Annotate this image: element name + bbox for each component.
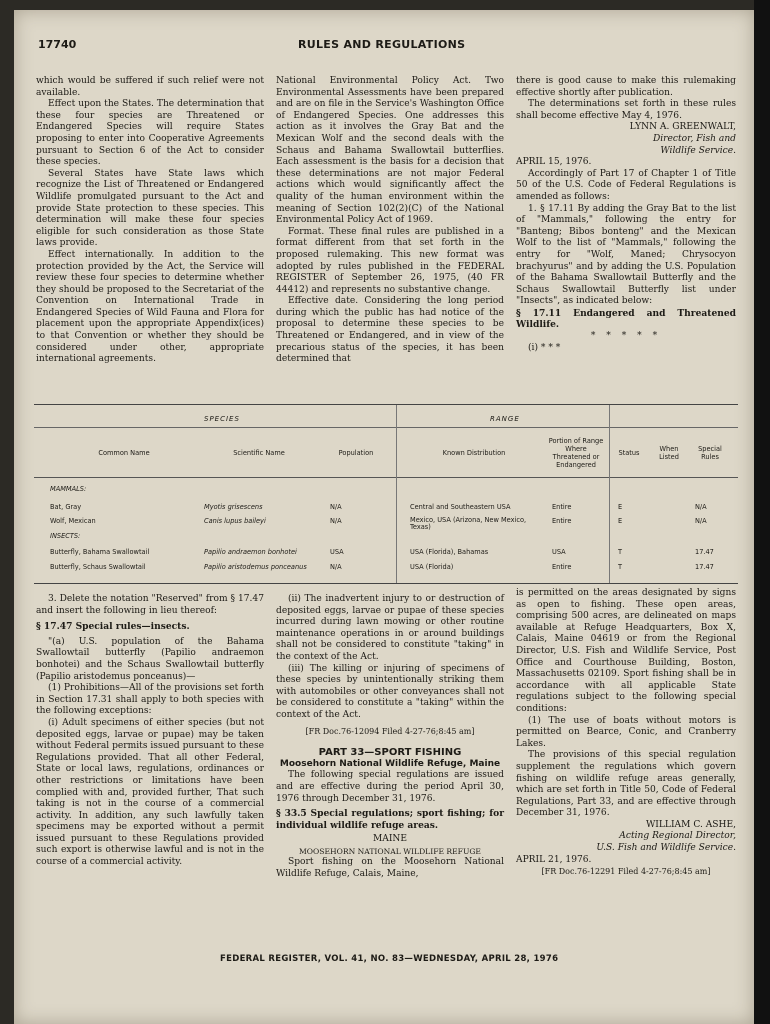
table-cell: Wolf, Mexican: [50, 517, 96, 525]
fr-doc-note: [FR Doc.76-12291 Filed 4-27-76;8:45 am]: [541, 867, 711, 877]
table-cell: T: [618, 548, 623, 556]
paragraph: (i) * * *: [528, 342, 561, 353]
signature-name: WILLIAM C. ASHE,: [645, 819, 736, 830]
table-cell: USA (Florida), Bahamas: [410, 548, 489, 556]
table-cell: Myotis grisescens: [204, 503, 263, 511]
paragraph: (iii) The killing or injuring of specimens of these species by unintentionally striking them with automobiles or other conveyances shall not be considered to constitute a "taking" within the context of the Act.: [276, 663, 504, 720]
table-cell: T: [618, 563, 623, 571]
divider: [609, 405, 610, 583]
paragraph: The following special regulations are issued and are effective during the period April 30, 1976 through December 31, 1976.: [276, 770, 504, 804]
category-label: MAMMALS:: [50, 485, 87, 493]
column-header: Scientific Name: [233, 449, 285, 457]
refuge-heading: Moosehorn National Wildlife Refuge, Maine: [279, 758, 501, 769]
signature-title: Wildlife Service.: [660, 145, 736, 156]
page-title: RULES AND REGULATIONS: [298, 38, 466, 51]
column-header: Known Distribution: [442, 449, 506, 457]
table-cell: USA: [552, 548, 566, 556]
paragraph: Effect upon the States. The determination that these four species are Threatened or Endangered Species will require States proposing to enter into Cooperative Agreements pursuant to Section 6 of the Act to consider these species.: [36, 99, 264, 168]
table-cell: USA: [330, 548, 344, 556]
part-heading: PART 33—SPORT FISHING: [318, 747, 462, 759]
divider: [34, 427, 738, 428]
paragraph: 1. § 17.11 By adding the Gray Bat to the list of "Mammals," following the entry for "Banteng; Bibos bonteng" and the Mexican Wolf to the list of "Mammals," following the entry for "Wolf, Maned; Chrysocyon brachyurus" and by adding the U.S. Population of the Bahama Swallowtail Butterfly and the Schaus Swallowtail Butterfly list under "Insects", as indicated below:: [516, 203, 736, 307]
table-cell: Papilio aristodemus ponceanus: [204, 563, 307, 571]
column-header: Portion of Range Where Threatened or Endangered: [548, 437, 604, 469]
table-cell: Papilio andraemon bonhotei: [204, 548, 297, 556]
paragraph: Accordingly of Part 17 of Chapter 1 of Title 50 of the U.S. Code of Federal Regulations is amended as follows:: [516, 168, 736, 202]
range-group-header: RANGE: [490, 415, 520, 423]
column-3-top: [516, 76, 736, 354]
table-cell: Entire: [552, 517, 572, 525]
scan-edge: [754, 0, 770, 1024]
table-cell: Canis lupus baileyi: [204, 517, 266, 525]
page-number: 17740: [38, 38, 77, 51]
table-cell: 17.47: [695, 548, 714, 556]
section-heading: § 17.47 Special rules—insects.: [36, 621, 190, 633]
column-2-top: [276, 76, 504, 366]
species-table: [34, 404, 738, 584]
paragraph: "(a) U.S. population of the Bahama Swallowtail butterfly (Papilio andraemon bonhotei) and the Schaus Swallowtail butterfly (Papilio aristodemus ponceanus)—: [36, 636, 264, 682]
column-header: When Listed: [659, 445, 679, 461]
table-cell: Entire: [552, 503, 572, 511]
date-line: APRIL 21, 1976.: [516, 854, 592, 865]
divider: [396, 405, 397, 583]
paragraph: Effect internationally. In addition to the protection provided by the Act, the Service will review these four species to determine whether they should be proposed to the Secretariat of the Convention on International Trade in Endangered Species of Wild Fauna and Flora for placement upon the appropriate Appendix(ices) to that Convention or whether they should be considered under other, appropriate international agreements.: [36, 249, 264, 365]
table-cell: N/A: [330, 517, 342, 525]
table-cell: USA (Florida): [410, 563, 454, 571]
column-1-bottom: [36, 594, 264, 869]
species-group-header: SPECIES: [204, 415, 240, 423]
signature-title: U.S. Fish and Wildlife Service.: [596, 843, 736, 854]
paragraph: is permitted on the areas designated by signs as open to fishing. These open areas, comprising 500 acres, are delineated on maps available at Refuge Headquarters, Box X, Calais, Maine 04619 or from the Regional Director, U.S. Fish and Wildlife Service, Post Office and Courthouse Building, Boston, Massachusetts 02109. Sport fishing shall be in accordance with all applicable State regulations subject to the following special conditions:: [516, 588, 736, 714]
table-cell: 17.47: [695, 563, 714, 571]
table-cell: E: [618, 503, 623, 511]
paragraph: Sport fishing on the Moosehorn National Wildlife Refuge, Calais, Maine,: [276, 857, 504, 880]
table-cell: N/A: [330, 563, 342, 571]
column-header: Population: [338, 449, 374, 457]
section-heading: § 17.11 Endangered and Threatened Wildlife.: [516, 307, 736, 331]
category-label: INSECTS:: [50, 532, 81, 540]
state-heading: MAINE: [372, 834, 408, 845]
paragraph: Several States have State laws which recognize the List of Threatened or Endangered Wildlife promulgated pursuant to the Act and provide State protection to these species. This determination will make these four species eligible for such consideration as those State laws provide.: [36, 168, 264, 249]
fr-doc-note: [FR Doc.76-12094 Filed 4-27-76;8:45 am]: [305, 726, 475, 736]
table-cell: N/A: [330, 503, 342, 511]
page-footer: FEDERAL REGISTER, VOL. 41, NO. 83—WEDNESDAY, APRIL 28, 1976: [220, 954, 559, 964]
paragraph: (i) Adult specimens of either species (but not deposited eggs, larvae or pupae) may be taken without Federal permits issued pursuant to these Regulations provided. That all other Federal, State or local laws, regulations, ordinances or other restrictions or limitations have been complied with and, provided further, That such taking is not in the course of a commercial activity. In addition, any such lawfully taken specimens may be exported without a permit issued pursuant to these Regulations provided such export is otherwise lawful and is not in the course of a commercial activity.: [36, 717, 264, 868]
column-2-bottom: [276, 594, 504, 881]
table-cell: E: [618, 517, 623, 525]
table-cell: N/A: [695, 503, 707, 511]
table-cell: Mexico, USA (Arizona, New Mexico, Texas): [410, 516, 527, 531]
table-cell: Bat, Gray: [50, 503, 82, 511]
signature-name: LYNN A. GREENWALT,: [629, 122, 736, 133]
page-header: [38, 38, 746, 58]
table-cell: Central and Southeastern USA: [410, 503, 511, 511]
paragraph: (1) The use of boats without motors is permitted on Bearce, Conic, and Cranberry Lakes.: [516, 715, 736, 749]
paragraph: Effective date. Considering the long period during which the public has had notice of the proposal to determine these species to be Threatened or Endangered, and in view of the precarious status of the species, it has been determined that: [276, 296, 504, 365]
section-heading: § 33.5 Special regulations; sport fishing; for individual wildlife refuge areas.: [276, 808, 504, 831]
column-1-top: [36, 76, 264, 366]
column-header: Common Name: [98, 449, 150, 457]
paragraph: Format. These final rules are published in a format different from that set forth in the proposed rulemaking. This new format was adopted by rules published in the FEDERAL REGISTER of September 26, 1975, (40 FR 44412) and represents no substantive change.: [276, 226, 504, 295]
date-line: APRIL 15, 1976.: [516, 157, 592, 168]
paragraph: which would be suffered if such relief were not available.: [36, 76, 264, 98]
column-3-bottom: [516, 588, 736, 878]
paragraph: (1) Prohibitions—All of the provisions set forth in Section 17.31 shall apply to both species with the following exceptions:: [36, 683, 264, 717]
signature-title: Acting Regional Director,: [619, 831, 736, 842]
table-cell: Butterfly, Schaus Swallowtail: [50, 563, 146, 571]
table-cell: N/A: [695, 517, 707, 525]
refuge-subheading: MOOSEHORN NATIONAL WILDLIFE REFUGE: [299, 846, 481, 856]
paragraph: The determinations set forth in these rules shall become effective May 4, 1976.: [516, 99, 736, 121]
column-header: Status: [618, 449, 640, 457]
divider: [34, 477, 738, 478]
paragraph: there is good cause to make this rulemaking effective shortly after publication.: [516, 76, 736, 98]
paragraph: The provisions of this special regulation supplement the regulations which govern fishing on wildlife refuge areas generally, which are set forth in Title 50, Code of Federal Regulations, Part 33, and are effective through December 31, 1976.: [516, 750, 736, 819]
paragraph: 3. Delete the notation "Reserved" from § 17.47 and insert the following in lieu thereof:: [36, 594, 264, 616]
ellipsis-stars: * * * * *: [590, 331, 662, 342]
column-header: Special Rules: [698, 445, 722, 461]
table-cell: Entire: [552, 563, 572, 571]
paragraph: National Environmental Policy Act. Two Environmental Assessments have been prepared and are on file in the Service's Washington Office of Endangered Species. One addresses this action as it involves the Gray Bat and the Mexican Wolf and the second deals with the Schaus and Bahama Swallowtail butterflies. Each assessment is the basis for a decision that these determinations are not major Federal actions which would significantly affect the quality of the human environment within the meaning of Section 102(2)(C) of the National Environmental Policy Act of 1969.: [276, 76, 504, 226]
paragraph: (ii) The inadvertent injury to or destruction of deposited eggs, larvae or pupae of these species incurred during lawn mowing or other routine maintenance operations in or around buildings shall not be considered to constitute "taking" in the context of the Act.: [276, 594, 504, 662]
signature-title: Director, Fish and: [652, 133, 736, 144]
table-cell: Butterfly, Bahama Swallowtail: [50, 548, 150, 556]
